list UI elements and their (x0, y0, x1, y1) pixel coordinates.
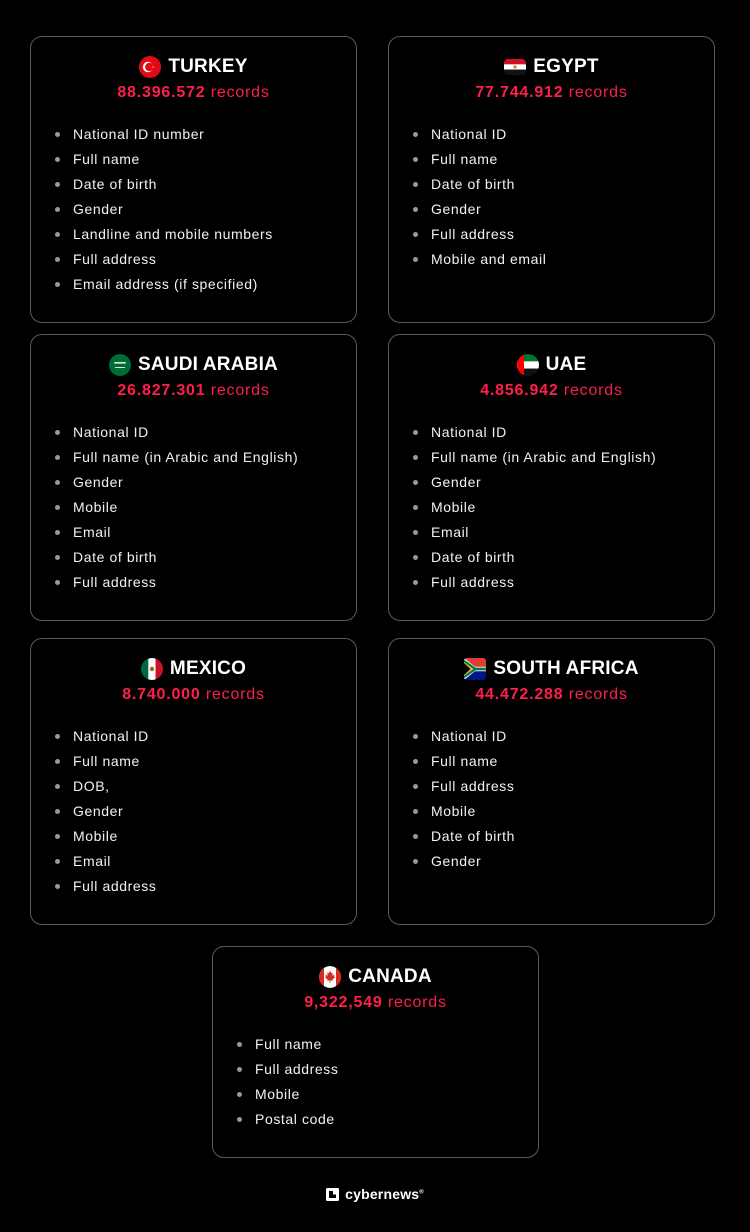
country-card-south-africa (388, 638, 715, 925)
card-header (389, 656, 714, 682)
list-item: Email (431, 520, 714, 545)
list-item: Postal code (255, 1107, 538, 1132)
list-item: Email (73, 520, 356, 545)
card-header (31, 352, 356, 378)
list-item: Full address (73, 874, 356, 899)
country-card-uae (388, 334, 715, 621)
canada-flag-icon (319, 966, 341, 988)
card-header (31, 656, 356, 682)
list-item: National ID (431, 122, 714, 147)
country-name: SAUDI ARABIA (138, 354, 278, 375)
list-item: Full address (431, 774, 714, 799)
list-item: Full address (255, 1057, 538, 1082)
list-item: Mobile (73, 495, 356, 520)
list-item: Full name (73, 147, 356, 172)
country-card-saudi-arabia (30, 334, 357, 621)
country-card-turkey (30, 36, 357, 323)
egypt-flag-icon (504, 59, 526, 75)
country-name: EGYPT (533, 56, 599, 77)
list-item: Date of birth (73, 172, 356, 197)
list-item: Full address (73, 247, 356, 272)
list-item: Date of birth (431, 824, 714, 849)
field-list (389, 724, 714, 874)
list-item: Gender (431, 197, 714, 222)
list-item: Mobile (255, 1082, 538, 1107)
card-header (389, 352, 714, 378)
list-item: Full address (431, 570, 714, 595)
footer-brand (0, 1186, 750, 1202)
field-list (31, 122, 356, 297)
records-count: 26.827.301 records (117, 382, 270, 399)
list-item: Gender (431, 849, 714, 874)
list-item: Gender (73, 799, 356, 824)
list-item: Full address (73, 570, 356, 595)
list-item: National ID number (73, 122, 356, 147)
card-header (213, 964, 538, 990)
south-africa-flag-icon (464, 658, 486, 680)
list-item: Full name (73, 749, 356, 774)
records-count: 44.472.288 records (475, 686, 628, 703)
mexico-flag-icon (141, 658, 163, 680)
list-item: Full name (in Arabic and English) (431, 445, 714, 470)
saudi-arabia-flag-icon (109, 354, 131, 376)
list-item: Mobile (431, 495, 714, 520)
list-item: National ID (431, 724, 714, 749)
field-list (31, 724, 356, 899)
list-item: Date of birth (431, 172, 714, 197)
list-item: Full address (431, 222, 714, 247)
list-item: Full name (431, 147, 714, 172)
list-item: Date of birth (431, 545, 714, 570)
brand-name: cybernews® (345, 1186, 424, 1202)
turkey-flag-icon (139, 56, 161, 78)
list-item: National ID (73, 420, 356, 445)
list-item: Mobile (73, 824, 356, 849)
country-name: UAE (545, 354, 587, 375)
country-name: MEXICO (169, 658, 247, 679)
records-count: 8.740.000 records (122, 686, 265, 703)
records-count: 88.396.572 records (117, 84, 270, 101)
list-item: Full name (255, 1032, 538, 1057)
field-list (31, 420, 356, 595)
country-name: TURKEY (168, 56, 248, 77)
country-card-mexico (30, 638, 357, 925)
records-count: 4.856.942 records (480, 382, 623, 399)
list-item: Email (73, 849, 356, 874)
list-item: Gender (73, 470, 356, 495)
list-item: Full name (431, 749, 714, 774)
list-item: Full name (in Arabic and English) (73, 445, 356, 470)
list-item: Landline and mobile numbers (73, 222, 356, 247)
list-item: DOB, (73, 774, 356, 799)
list-item: Mobile and email (431, 247, 714, 272)
country-name: CANADA (348, 966, 432, 987)
country-card-egypt (388, 36, 715, 323)
country-name: SOUTH AFRICA (493, 658, 639, 679)
card-header (389, 54, 714, 80)
list-item: National ID (73, 724, 356, 749)
list-item: National ID (431, 420, 714, 445)
records-count: 9,322,549 records (304, 994, 447, 1011)
list-item: Gender (431, 470, 714, 495)
card-header (31, 54, 356, 80)
list-item: Email address (if specified) (73, 272, 356, 297)
field-list (213, 1032, 538, 1132)
uae-flag-icon (517, 354, 539, 376)
country-card-canada (212, 946, 539, 1158)
list-item: Date of birth (73, 545, 356, 570)
field-list (389, 122, 714, 272)
list-item: Mobile (431, 799, 714, 824)
list-item: Gender (73, 197, 356, 222)
records-count: 77.744.912 records (475, 84, 628, 101)
field-list (389, 420, 714, 595)
cybernews-logo-icon (326, 1188, 339, 1201)
